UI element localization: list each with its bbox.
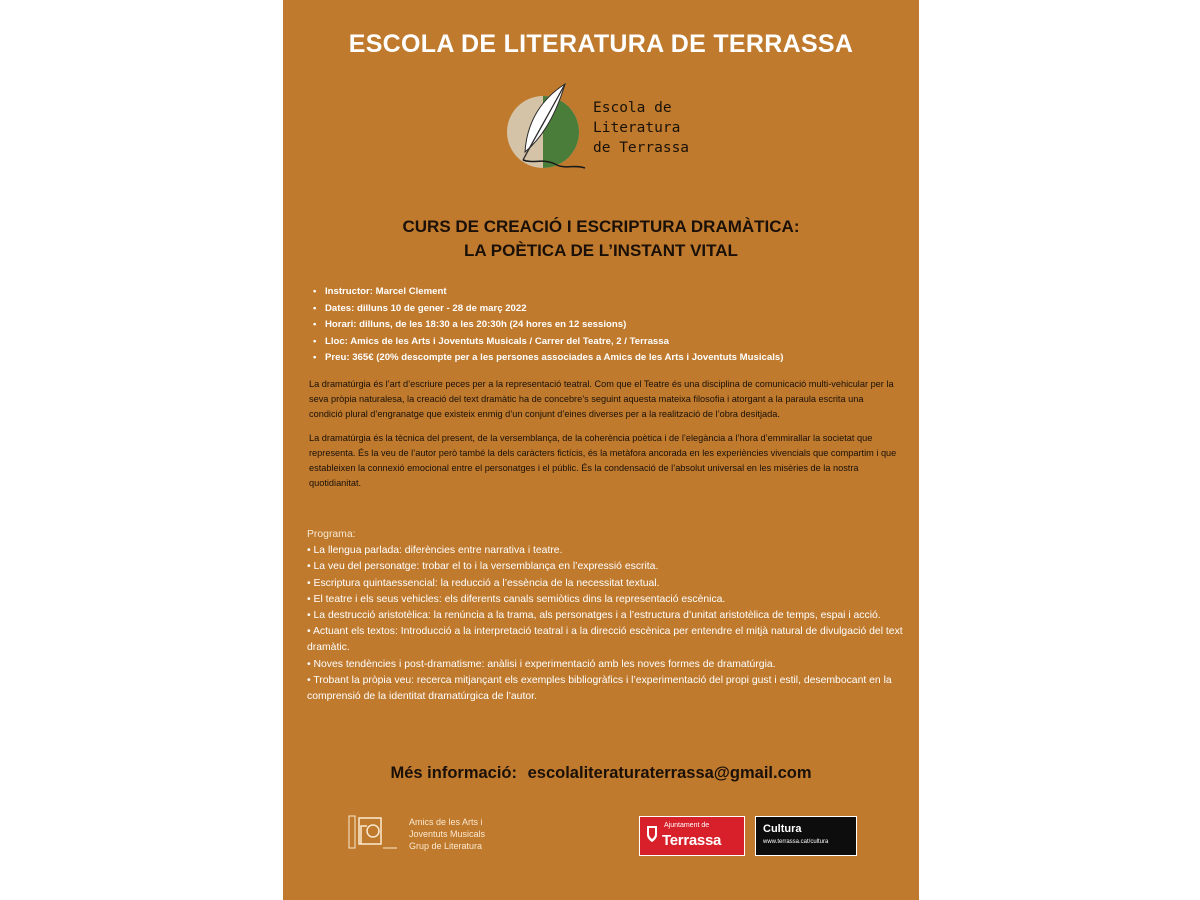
course-title-line: CURS DE CREACIÓ I ESCRIPTURA DRAMÀTICA: (402, 217, 800, 236)
info-instructor: • Instructor: Marcel Clement (313, 284, 913, 301)
description-paragraph: La dramatúrgia és l’art d’escriure peces per a la representació teatral. Com que el Teatre és una disciplina de comunicació multi-vehicular per la seva pròpia naturalesa, la creació del text dramàtic ha de concebre’s seguint aquesta mateixa filosofia i atorgant a la paraula escrita una condició plural d’engranatge que existeix enmig d’un conjunt d’eines diverses per a la realització de l’obra desitjada. (309, 379, 894, 419)
quill-feather-icon (503, 80, 593, 180)
amics-line: Joventuts Musicals (409, 829, 486, 839)
contact-email[interactable]: escolaliteraturaterrassa@gmail.com (527, 764, 812, 782)
program-item: • La veu del personatge: trobar el to i la versemblança en l’expressió escrita. (307, 561, 659, 573)
ajuntament-big: Terrassa (662, 832, 722, 849)
logo-line: de Terrassa (593, 140, 690, 156)
event-poster (283, 0, 919, 900)
program-item: • Actuant els textos: Introducció a la interpretació teatral i a la direcció escènica per entendre el mitjà natural de divulgació del text dramàtic. (307, 626, 903, 654)
more-info (283, 764, 919, 783)
program-item: • Noves tendències i post-dramatisme: anàlisi i experimentació amb les noves formes de dramatúrgia. (307, 658, 776, 670)
program-item: • Escriptura quintaessencial: la reducció a l’essència de la necessitat textual. (307, 577, 660, 589)
info-schedule: • Horari: dilluns, de les 18:30 a les 20:30h (24 hores en 12 sessions) (313, 317, 913, 334)
program-item: • La destrucció aristotèlica: la renúncia a la trama, als personatges i a l’estructura d’unitat aristotèlica de temps, espai i acció. (307, 610, 881, 622)
cultura-logo (755, 816, 857, 856)
info-location: • Lloc: Amics de les Arts i Joventuts Musicals / Carrer del Teatre, 2 / Terrassa (313, 334, 913, 351)
poster-title: ESCOLA DE LITERATURA DE TERRASSA (348, 30, 854, 58)
ajuntament-logo (639, 816, 745, 856)
info-price: • Preu: 365€ (20% descompte per a les persones associades a Amics de les Arts i Joventuts Musicals) (313, 350, 913, 367)
program-item: • Trobant la pròpia veu: recerca mitjançant els exemples bibliogràfics i l’experimentació del propi gust i estil, desembocant en la comprensió de la identitat dramatúrgica de l’autor. (307, 674, 892, 703)
amics-emblem-icon (347, 812, 403, 856)
info-dates: • Dates: dilluns 10 de gener - 28 de març 2022 (313, 301, 913, 318)
amics-line: Amics de les Arts i (409, 817, 483, 827)
course-title (283, 215, 919, 263)
cultura-url: www.terrassa.cat/cultura (763, 839, 829, 845)
amics-line: Grup de Literatura (409, 841, 483, 851)
shield-icon (646, 825, 658, 843)
school-logo (503, 80, 713, 180)
course-info-list (313, 284, 913, 367)
ajuntament-small: Ajuntament de (664, 822, 710, 829)
logo-line: Escola de (593, 100, 672, 116)
amics-text (409, 816, 485, 852)
program-item: • La llengua parlada: diferències entre narrativa i teatre. (307, 545, 563, 557)
more-info-label: Més informació: (390, 764, 518, 782)
cultura-big: Cultura (763, 823, 802, 835)
description-paragraph: La dramatúrgia és la tècnica del present, de la versemblança, de la coherència poètica i de l’elegància a l’hora d’emmirallar la societat que representa. És la veu de l’autor però també la dels caràcters fictícis, és la metàfora ancorada en les experiències vivencials que compartim i que estableixen la connexió emocional entre el personatges i el públic. És la condensació de l’absolut universal en les misèries de la nostra quotidianitat. (309, 433, 897, 488)
amics-logo (347, 812, 517, 862)
program-section (307, 527, 907, 705)
program-item: • El teatre i els seus vehicles: els diferents canals semiòtics dins la representació escènica. (307, 593, 726, 605)
description (309, 377, 899, 501)
logo-wordmark (593, 98, 689, 158)
program-heading: Programa: (307, 529, 356, 540)
logo-line: Literatura (593, 120, 681, 136)
course-title-line: LA POÈTICA DE L’INSTANT VITAL (464, 241, 738, 260)
